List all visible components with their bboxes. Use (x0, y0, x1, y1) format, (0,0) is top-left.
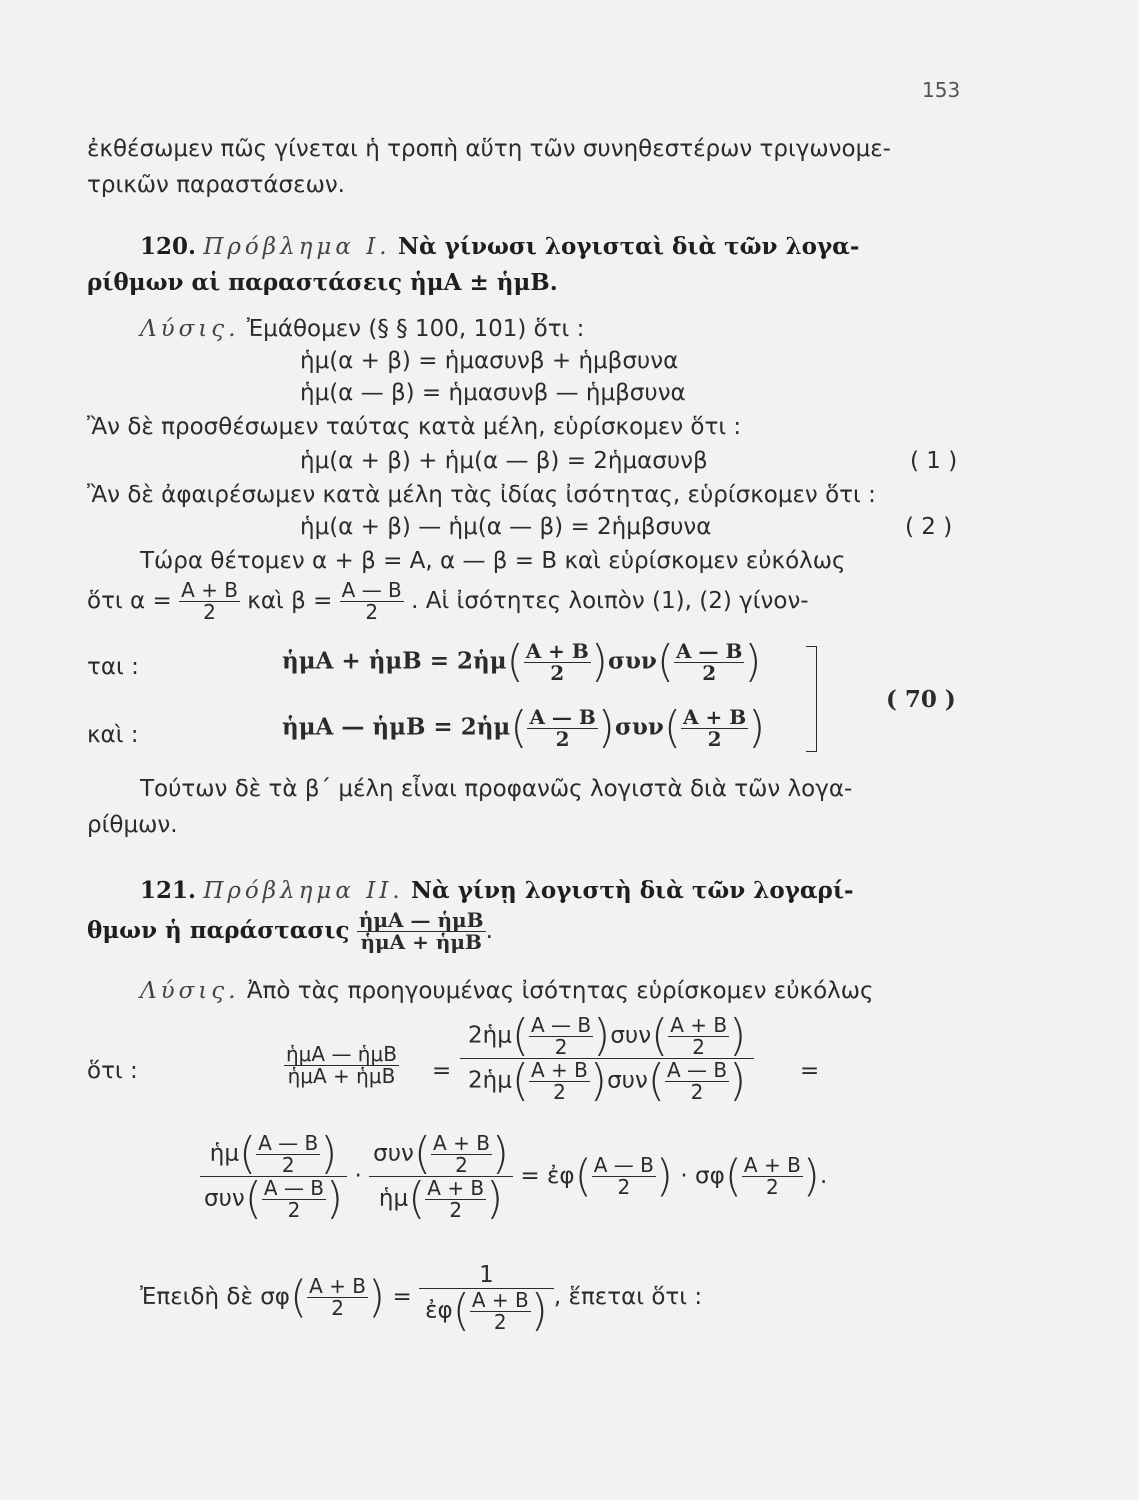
syn-text: συν (373, 1140, 414, 1167)
fraction-den: 2 (262, 1199, 326, 1221)
fraction-den: ἡμΑ + ἡμΒ (284, 1065, 399, 1087)
fraction-den: 2 (742, 1176, 803, 1198)
equation-ratio-rhs (460, 1010, 754, 1106)
intro-line-1: ἐκθέσωμεν πῶς γίνεται ἡ τροπὴ αὕτη τῶν συνηθεστέρων τριγωνομε- (87, 136, 891, 162)
fraction-num: Α — Β (593, 1153, 654, 1177)
fraction (357, 910, 486, 953)
paren: ( (413, 1128, 432, 1179)
fraction-den: 2 (681, 728, 748, 750)
paren: ) (802, 1150, 820, 1202)
fraction-num: Α + Β (309, 1274, 366, 1298)
fraction-den: 2 (431, 1154, 492, 1176)
fraction-den: 2 (527, 728, 597, 750)
equation-ratio-lhs (284, 1044, 399, 1087)
substitution-line (87, 580, 809, 623)
text-substitute: Τώρα θέτομεν α + β = Α, α — β = Β καὶ εὑρίσκομεν εὐκόλως (140, 548, 846, 574)
fraction-num: Α + Β (427, 1175, 485, 1200)
solution-label: Λύσις. (140, 978, 240, 1004)
hm-text: ἡμ (378, 1185, 409, 1212)
section-number: 121. (140, 877, 197, 904)
right-brace (806, 646, 817, 752)
paren: ) (593, 1010, 611, 1061)
fraction (179, 580, 240, 623)
paren: ) (597, 702, 615, 753)
fraction-num: Α — Β (676, 638, 743, 663)
paren: ( (574, 1150, 592, 1202)
fraction (681, 704, 748, 751)
hm-text: 2ἡμ (468, 1067, 512, 1094)
paren: ( (510, 702, 528, 753)
equation-70a (282, 636, 762, 687)
fraction-den: 2 (256, 1154, 320, 1176)
fraction-num: Α — Β (263, 1175, 325, 1200)
sf-text: · σφ (680, 1163, 725, 1189)
equation-number-2: ( 2 ) (905, 514, 953, 540)
fraction-den: 2 (592, 1176, 656, 1198)
page-number: 153 (922, 78, 961, 102)
fraction (470, 1287, 531, 1334)
paren: ) (655, 1150, 674, 1202)
fraction-den: ἡμΑ + ἡμΒ (357, 931, 486, 953)
fraction-num: Α + Β (670, 1012, 728, 1037)
paren: ( (511, 1010, 530, 1061)
formula-diff: ἡμ(α — β) = ἡμασυνβ — ἡμβσυνα (300, 380, 686, 406)
factor-1-den (200, 1173, 347, 1224)
paren: ( (724, 1150, 742, 1202)
fraction-den: 2 (665, 1081, 729, 1103)
paren: ( (452, 1285, 470, 1336)
fraction (524, 638, 591, 685)
factor-1-num (200, 1128, 347, 1179)
formula-sum: ἡμ(α + β) = ἡμασυνβ + ἡμβσυνα (300, 348, 679, 374)
paren: ( (238, 1128, 257, 1179)
text-segment: καὶ β = (247, 588, 333, 614)
solution-text: Ἀπὸ τὰς προηγουμένας ἰσότητας εὑρίσκομεν εὐκόλως (246, 978, 874, 1004)
solution-intro (140, 314, 584, 344)
paren: ( (656, 636, 675, 687)
paren: ) (729, 1055, 747, 1106)
syn-text: συν (607, 1067, 648, 1094)
syn-text: συν (614, 713, 664, 741)
section-number: 120. (140, 233, 197, 260)
fraction-num: Α + Β (433, 1130, 490, 1155)
ef-text: = ἐφ (520, 1163, 575, 1189)
text-segment: ὅτι α = (87, 588, 172, 614)
fraction-den: 2 (340, 601, 404, 623)
syn-text: συν (610, 1022, 652, 1049)
lead-tai: ται : (87, 654, 139, 680)
fraction-num: Α + Β (181, 578, 238, 602)
paren: ) (530, 1285, 548, 1336)
paren: ) (589, 1055, 608, 1106)
factor-2-den (369, 1173, 513, 1224)
fraction-num: Α + Β (471, 1287, 529, 1312)
text-subtract: Ἂν δὲ ἀφαιρέσωμεν κατὰ μέλη τὰς ἰδίας ἰσότητας, εὑρίσκομεν ὅτι : (87, 482, 876, 508)
fraction-den: 2 (524, 662, 591, 684)
factor-2-num (369, 1128, 513, 1179)
fraction-den: 2 (529, 1036, 593, 1058)
fraction (529, 1057, 590, 1104)
fraction (674, 638, 744, 685)
solution-label: Λύσις. (140, 316, 240, 342)
problem-label: Πρόβλημα ΙΙ. (203, 878, 404, 904)
paren: ) (368, 1271, 386, 1323)
paren: ) (320, 1128, 338, 1179)
problem-title: Νὰ γίνῃ λογιστὴ διὰ τῶν λογαρί- (411, 877, 854, 904)
hm-text: ἡμ (209, 1140, 239, 1167)
reciprocal (419, 1262, 554, 1336)
paren: ) (326, 1173, 344, 1224)
equation-lhs: ἡμΑ + ἡμΒ = 2ἡμ (282, 647, 507, 675)
fraction-den: 2 (529, 1081, 590, 1103)
fraction (742, 1155, 803, 1198)
fraction (256, 1130, 320, 1177)
fraction-num: ἡμΑ — ἡμΒ (286, 1042, 397, 1066)
section-121-heading (140, 876, 854, 906)
problem-title-cont: θμων ἡ παράστασις $\frac{\text{ἡμΑ — ἡμΒ}}{\text{ἡμΑ + ἡμΒ}}$ . (87, 908, 493, 954)
syn-text: συν (607, 647, 657, 675)
paren: ( (289, 1271, 308, 1323)
paren: ) (729, 1010, 747, 1061)
fraction-den: 2 (668, 1036, 729, 1058)
rhs-numerator (460, 1010, 754, 1061)
fraction (529, 1012, 593, 1059)
paren: ( (408, 1173, 426, 1224)
paren: ( (647, 1055, 665, 1106)
paren: ( (663, 702, 682, 753)
section-120-heading (140, 232, 859, 262)
paren: ) (486, 1173, 504, 1224)
dot-operator: · (354, 1163, 362, 1189)
problem-title: Νὰ γίνωσι λογισταὶ διὰ τῶν λογα- (397, 233, 860, 260)
equation-lhs: ἡμΑ — ἡμΒ = 2ἡμ (282, 713, 511, 741)
factor-1 (200, 1128, 347, 1224)
paren: ( (511, 1055, 530, 1106)
fraction (340, 580, 404, 623)
ef-text: ἐφ (425, 1297, 453, 1324)
problem-title-text: θμων ἡ παράστασις (87, 917, 350, 944)
conclusion-line-1: Τούτων δὲ τὰ β΄ μέλη εἶναι προφανῶς λογιστὰ διὰ τῶν λογα- (140, 776, 853, 802)
fraction-num: Α + Β (743, 1153, 801, 1177)
fraction-num: Α + Β (683, 704, 747, 729)
paren: ( (506, 636, 524, 687)
fraction-num: Α — Β (666, 1057, 728, 1082)
equals-sign: = (432, 1058, 452, 1084)
fraction-den: 2 (179, 601, 240, 623)
text-segment: , ἕπεται ὅτι : (553, 1284, 703, 1310)
equals-sign: = (392, 1284, 412, 1310)
fraction-num: Α — Β (258, 1130, 319, 1155)
fraction-num: Α + Β (525, 638, 589, 663)
reciprocal-num: 1 (419, 1262, 554, 1289)
problem-label: Πρόβλημα Ι. (203, 234, 391, 260)
fraction (665, 1057, 729, 1104)
paren: ( (651, 1010, 669, 1061)
fraction (431, 1130, 492, 1177)
paren: ) (748, 702, 766, 753)
solution-intro-2 (140, 976, 874, 1006)
fraction-num: Α — Β (529, 704, 596, 729)
fraction-num: Α — Β (531, 1012, 592, 1037)
fraction-den: 2 (425, 1199, 486, 1221)
fraction-den: 2 (307, 1297, 368, 1319)
problem-title-cont: ρίθμων αἱ παραστάσεις ἡμΑ ± ἡμΒ. (87, 269, 558, 296)
text-segment: Ἐπειδὴ δὲ σφ (140, 1284, 290, 1310)
fraction-num: Α + Β (531, 1057, 588, 1082)
lead-kai: καὶ : (87, 722, 139, 748)
equals-sign-2: = (800, 1058, 820, 1084)
fraction (668, 1012, 729, 1059)
paren: ) (590, 636, 608, 687)
intro-line-2: τρικῶν παραστάσεων. (87, 172, 345, 198)
text-segment: . Αἱ ἰσότητες λοιπὸν (1), (2) γίνον- (411, 588, 809, 614)
fraction-den: 2 (674, 662, 744, 684)
text-add: Ἂν δὲ προσθέσωμεν ταύτας κατὰ μέλη, εὑρίσκομεν ὅτι : (87, 414, 742, 440)
fraction (425, 1175, 486, 1222)
fraction (592, 1155, 656, 1198)
fraction (262, 1175, 326, 1222)
formula-1: ἡμ(α + β) + ἡμ(α — β) = 2ἡμασυνβ (300, 448, 708, 474)
fraction (527, 704, 597, 751)
syn-text: συν (204, 1185, 245, 1212)
lead-oti: ὅτι : (87, 1058, 138, 1084)
solution-text: Ἐμάθομεν (§ § 100, 101) ὅτι : (246, 316, 585, 342)
factor-2 (369, 1128, 513, 1224)
formula-2: ἡμ(α + β) — ἡμ(α — β) = 2ἡμβσυνα (300, 514, 712, 540)
fraction-num: ἡμΑ — ἡμΒ (358, 908, 484, 932)
paren: ) (744, 636, 762, 687)
equation-product: ἡμ( $\frac{A — B}{2}$ ) συν( $\frac{A — B}{2}$ ) · συν( $\frac{A + B}{2}$ ) ἡμ( $\frac{A + B}{2}$ ) = ἐφ( $\frac{A — B}{2}$ ) · σφ( $\frac{A + B}{2}$ ). (200, 1132, 827, 1221)
rhs-denominator (460, 1055, 754, 1106)
conclusion-line-2: ρίθμων. (87, 812, 178, 838)
equation-70b (282, 702, 766, 753)
final-line (140, 1262, 703, 1336)
reciprocal-den (419, 1285, 554, 1336)
equation-number-1: ( 1 ) (910, 448, 958, 474)
paren: ( (244, 1173, 262, 1224)
fraction-den: 2 (470, 1311, 531, 1333)
paren: ) (491, 1128, 510, 1179)
hm-text: 2ἡμ (468, 1022, 512, 1049)
equation-number-70: ( 70 ) (886, 686, 956, 713)
fraction (307, 1276, 368, 1319)
fraction-num: Α — Β (341, 578, 402, 602)
fraction (284, 1044, 399, 1087)
